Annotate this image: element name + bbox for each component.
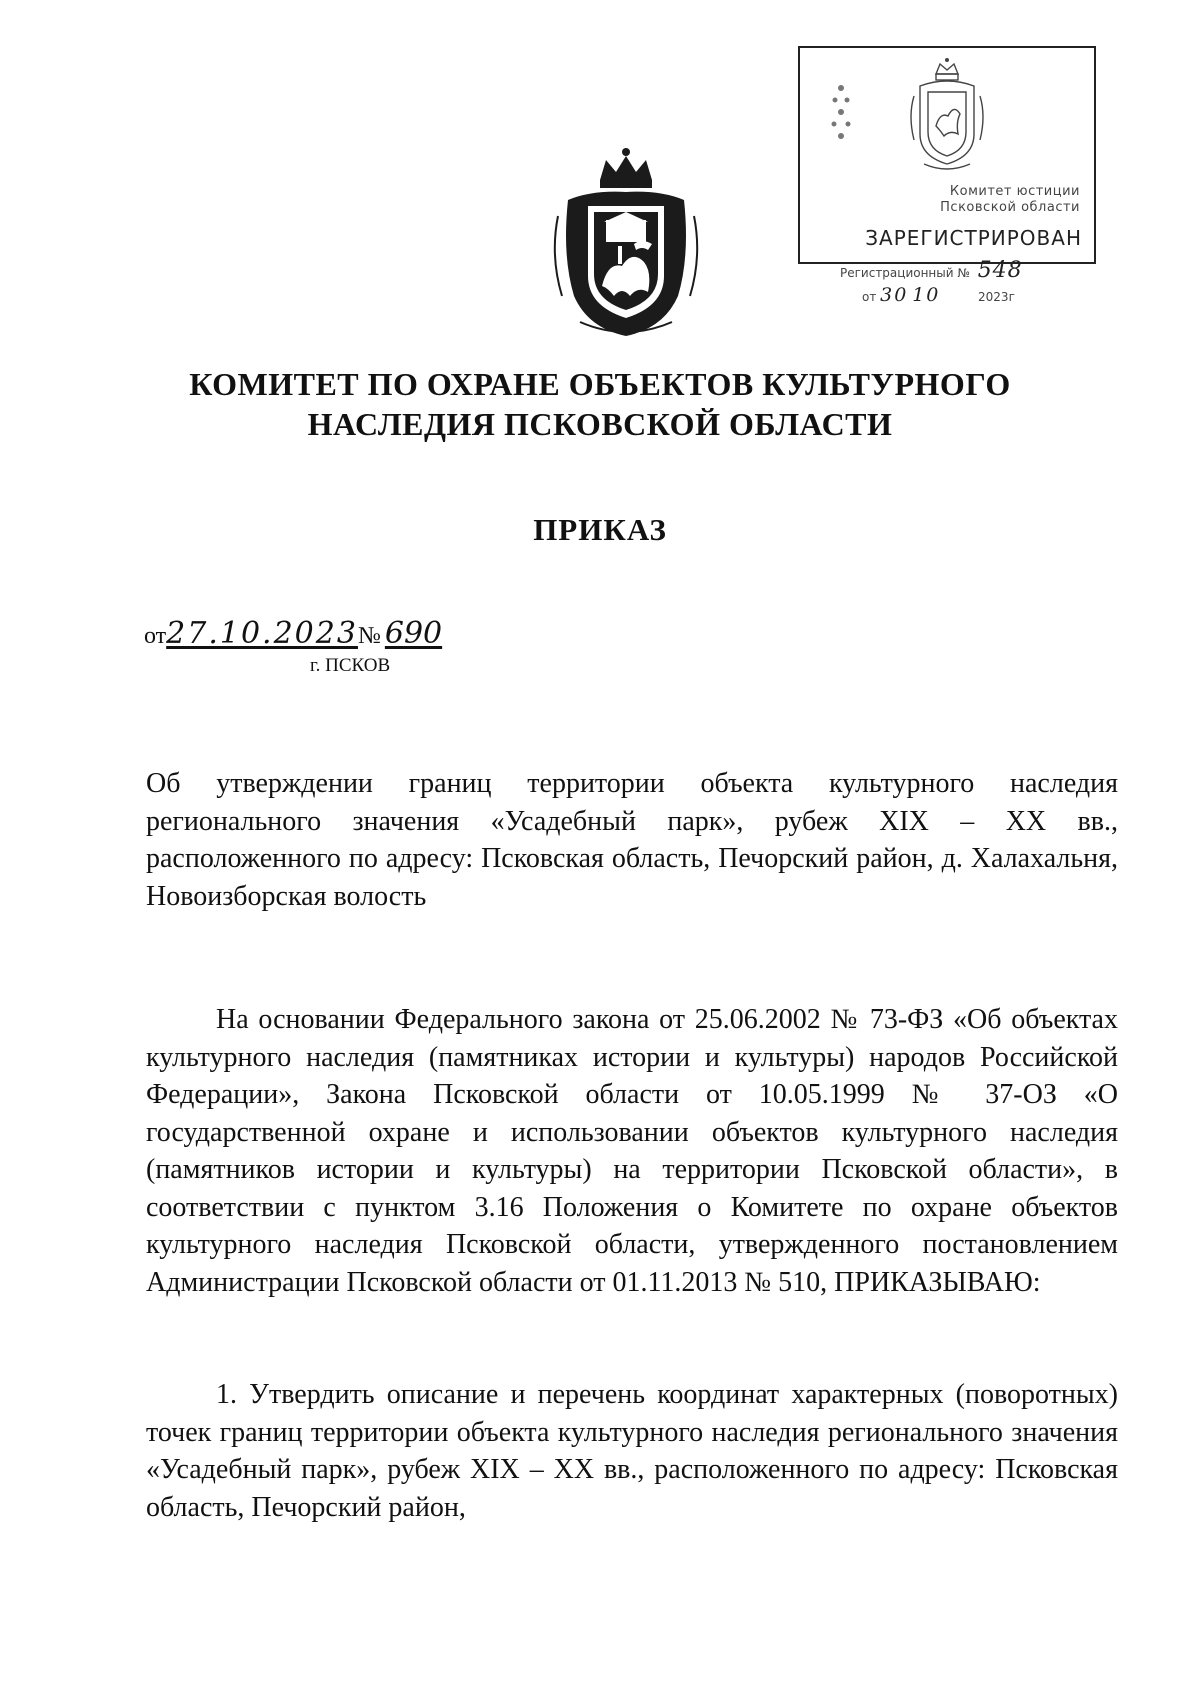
stamp-stars-icon [826,78,856,158]
number-label: № [357,623,381,649]
stamp-reg-number: 548 [977,258,1023,283]
stamp-date [862,284,1092,306]
city: г. ПСКОВ [310,655,391,676]
order-item-1: 1. Утвердить описание и перечень координат характерных (поворотных) точек границ территории объекта культурного наследия регионального значения «Усадебный парк», рубеж XIX – XX вв., расположенного по адресу: Псковская область, Печорский район, [146,1379,1118,1523]
order-subject: Об утверждении границ территории объекта культурного наследия регионального значения «Усадебный парк», рубеж XIX – XX вв., расположенного по адресу: Псковская область, Печорский район, д. Халахальня, Новоизборская волость [146,768,1118,912]
document-type: ПРИКАЗ [533,512,667,547]
stamp-reg-label: Регистрационный № [840,266,970,280]
preamble-paragraph: На основании Федерального закона от 25.06.2002 № 73-ФЗ «Об объектах культурного наследия (памятниках истории и культуры) народов Российской Федерации», Закона Псковской области от 10.05.1999 № 37-ОЗ «О государственной охране и использовании объектов культурного наследия (памятников истории и культуры) на территории Псковской области», в соответствии с пунктом 3.16 Положения о Комитете по охране объектов культурного наследия Псковской области, утвержденного постановлением Администрации Псковской области от 01.11.2013 № 510, ПРИКАЗЫВАЮ: [146,1004,1118,1298]
org-title-line2: НАСЛЕДИЯ ПСКОВСКОЙ ОБЛАСТИ [307,406,893,442]
order-date: 27.10.2023 [166,616,358,651]
stamp-status: ЗАРЕГИСТРИРОВАН [865,226,1082,250]
coat-of-arms-icon [548,146,704,342]
stamp-coat-of-arms-icon [902,56,992,176]
date-prefix: от [144,623,167,649]
registration-stamp [798,46,1096,306]
order-number: 690 [384,616,443,651]
stamp-org-line1: Комитет юстиции [949,184,1080,199]
stamp-date-month: 10 [912,284,941,306]
stamp-registration-number [840,258,1090,283]
stamp-date-suffix: г [1008,290,1015,304]
order-date-number [144,616,442,651]
stamp-date-day: 30 [880,284,909,306]
stamp-date-year: 2023 [978,290,1009,304]
stamp-org-line2: Псковской области [940,200,1080,215]
org-title-line1: КОМИТЕТ ПО ОХРАНЕ ОБЪЕКТОВ КУЛЬТУРНОГО [189,366,1011,402]
stamp-date-prefix: от [862,290,877,304]
